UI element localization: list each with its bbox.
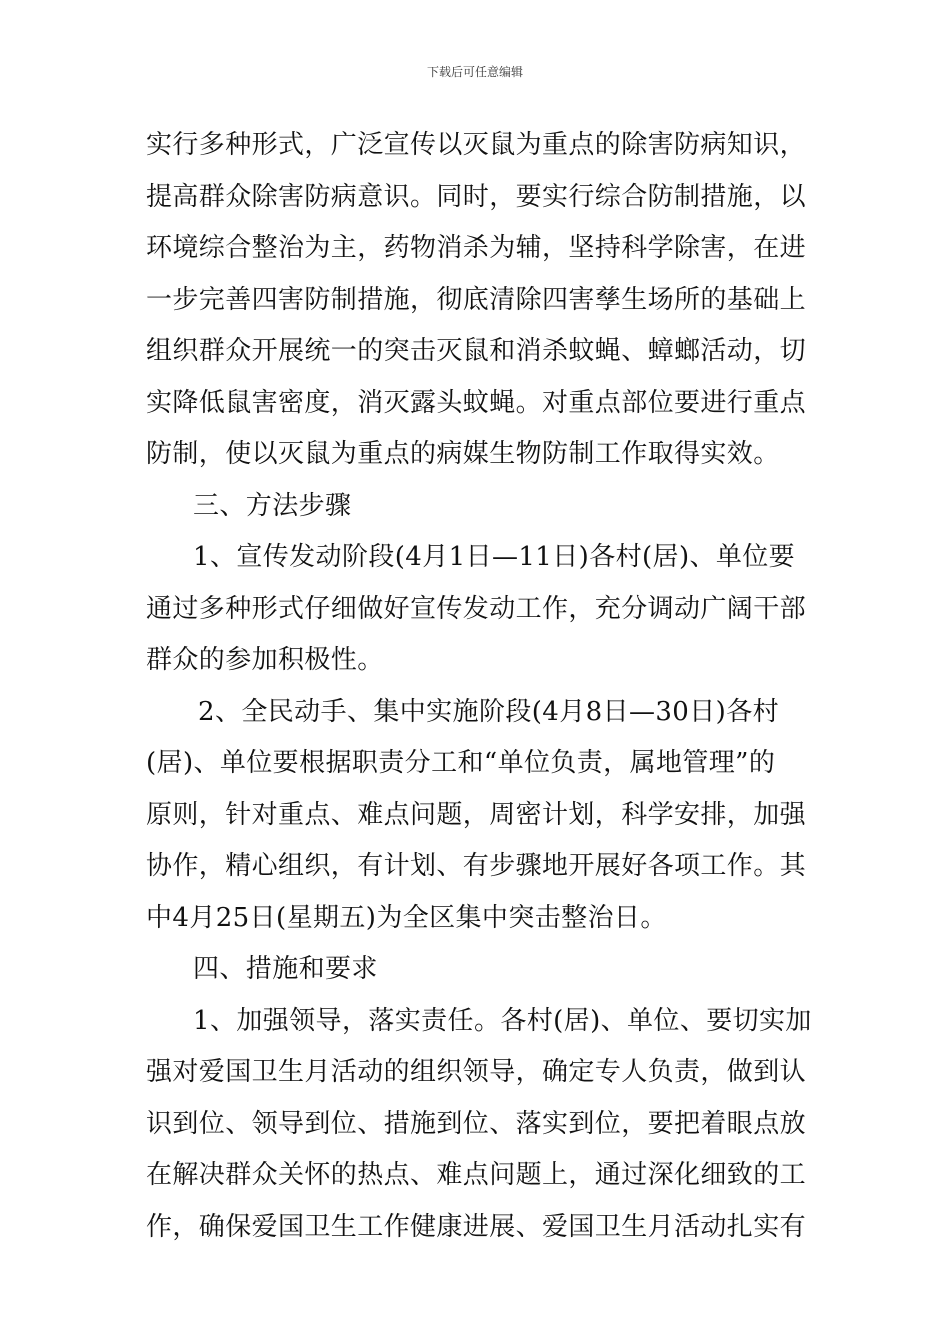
body-line: 1、加强领导，落实责任。各村(居)、单位、要切实加 [193, 1005, 812, 1036]
body-line: 2、全民动手、集中实施阶段(4月8日—30日)各村 [198, 696, 779, 727]
body-line: 协作，精心组织，有计划、有步骤地开展好各项工作。其 [146, 851, 807, 881]
body-line: 识到位、领导到位、措施到位、落实到位，要把着眼点放 [146, 1108, 807, 1139]
body-line: 实行多种形式，广泛宣传以灭鼠为重点的除害防病知识， [146, 130, 807, 160]
body-line: 作，确保爱国卫生工作健康进展、爱国卫生月活动扎实有 [146, 1211, 807, 1242]
document-body [146, 120, 816, 1253]
body-line: (居)、单位要根据职责分工和“单位负责，属地管理”的 [146, 748, 776, 778]
body-line: 强对爱国卫生月活动的组织领导，确定专人负责，做到认 [146, 1057, 807, 1087]
body-line: 原则，针对重点、难点问题，周密计划，科学安排，加强 [146, 799, 807, 830]
body-line: 防制，使以灭鼠为重点的病媒生物防制工作取得实效。 [146, 439, 780, 469]
body-line: 在解决群众关怀的热点、难点问题上，通过深化细致的工 [146, 1160, 807, 1190]
body-line: 环境综合整治为主，药物消杀为辅，坚持科学除害，在进 [146, 233, 807, 263]
section-heading: 四、措施和要求 [193, 954, 378, 984]
body-line: 提高群众除害防病意识。同时，要实行综合防制措施，以 [146, 181, 807, 212]
body-line: 组织群众开展统一的突击灭鼠和消杀蚊蝇、蟑螂活动，切 [146, 336, 807, 366]
body-line: 通过多种形式仔细做好宣传发动工作，充分调动广阔干部 [146, 593, 807, 624]
body-line: 中4月25日(星期五)为全区集中突击整治日。 [146, 902, 667, 933]
section-heading: 三、方法步骤 [193, 490, 352, 521]
body-line: 实降低鼠害密度，消灭露头蚊蝇。对重点部位要进行重点 [146, 387, 807, 418]
page-header-note: 下载后可任意编辑 [426, 65, 523, 79]
body-line: 1、宣传发动阶段(4月1日—11日)各村(居)、单位要 [193, 542, 796, 572]
body-line: 一步完善四害防制措施，彻底清除四害孳生场所的基础上 [146, 284, 807, 315]
body-line: 群众的参加积极性。 [146, 645, 384, 675]
